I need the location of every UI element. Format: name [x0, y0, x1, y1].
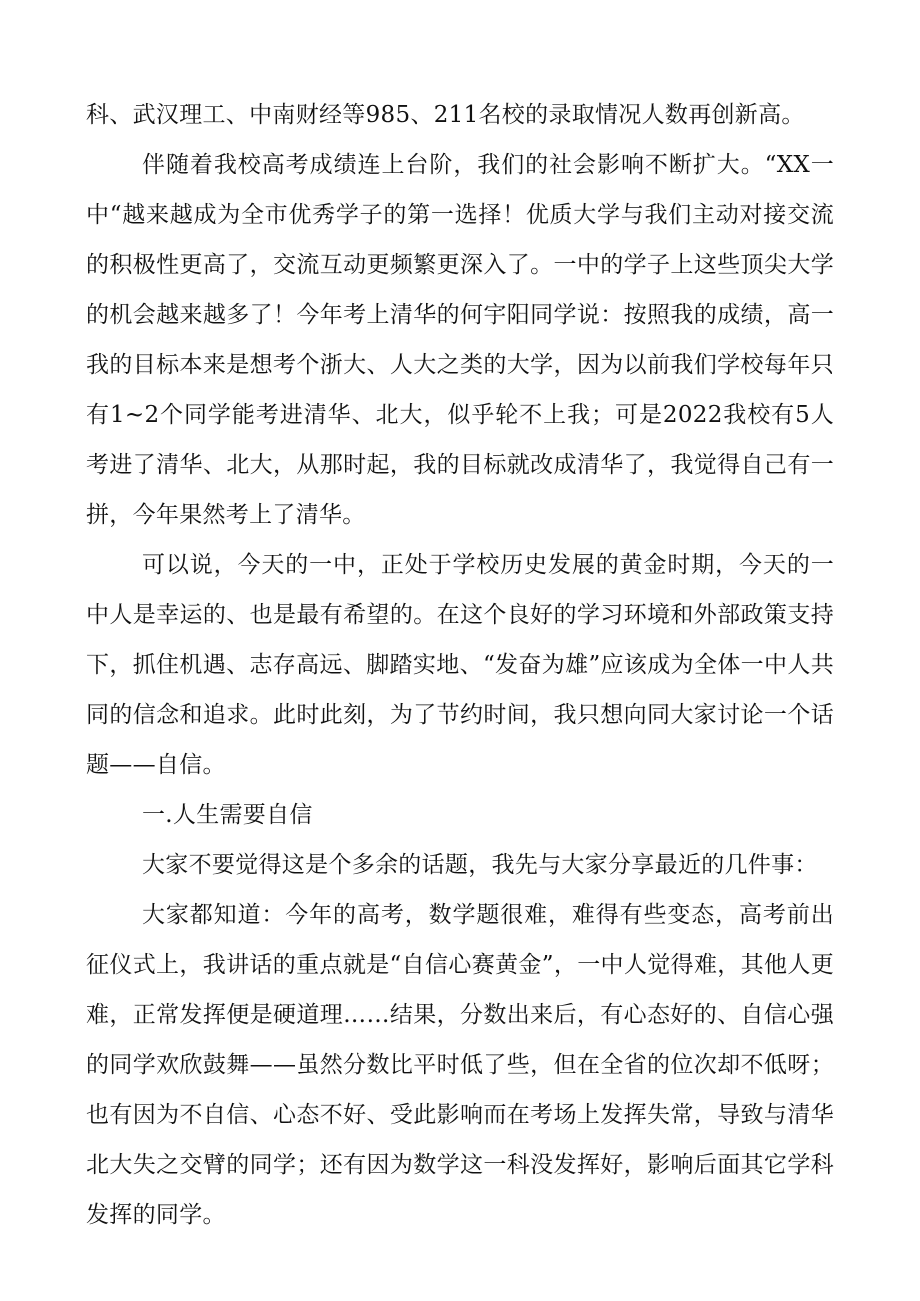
paragraph-continuation: 科、武汉理工、中南财经等985、211名校的录取情况人数再创新高。	[86, 102, 805, 128]
paragraph-intro-share: 大家不要觉得这是个多余的话题，我先与大家分享最近的几件事：	[142, 852, 818, 878]
paragraph-exam-story: 大家都知道：今年的高考，数学题很难，难得有些变态，高考前出征仪式上，我讲话的重点就是“自信心赛黄金”，一中人觉得难，其他人更难，正常发挥便是硬道理……结果，分数出来后，有心态好的、自信心强的同学欢欣鼓舞——虽然分数比平时低了些，但在全省的位次却不低呀；也有因为不自信、心态不好、受此影响而在考场上发挥失常，导致与清华北大失之交臂的同学；还有因为数学这一科没发挥好，影响后面其它学科发挥的同学。	[86, 902, 834, 1228]
paragraph-golden-period: 可以说，今天的一中，正处于学校历史发展的黄金时期，今天的一中人是幸运的、也是最有希望的。在这个良好的学习环境和外部政策支持下，抓住机遇、志存高远、脚踏实地、“发奋为雄”应该成为全体一中人共同的信念和追求。此时此刻，为了节约时间，我只想向同大家讨论一个话题——自信。	[86, 552, 834, 778]
document-body	[86, 90, 834, 1240]
paragraph-social-influence: 伴随着我校高考成绩连上台阶，我们的社会影响不断扩大。“XX一中“越来越成为全市优秀学子的第一选择！优质大学与我们主动对接交流的积极性更高了，交流互动更频繁更深入了。一中的学子上这些顶尖大学的机会越来越多了！今年考上清华的何宇阳同学说：按照我的成绩，高一我的目标本来是想考个浙大、人大之类的大学，因为以前我们学校每年只有1~2个同学能考进清华、北大，似乎轮不上我；可是2022我校有5人考进了清华、北大，从那时起，我的目标就改成清华了，我觉得自己有一拼，今年果然考上了清华。	[86, 152, 834, 528]
section-heading: 一.人生需要自信	[142, 802, 313, 828]
